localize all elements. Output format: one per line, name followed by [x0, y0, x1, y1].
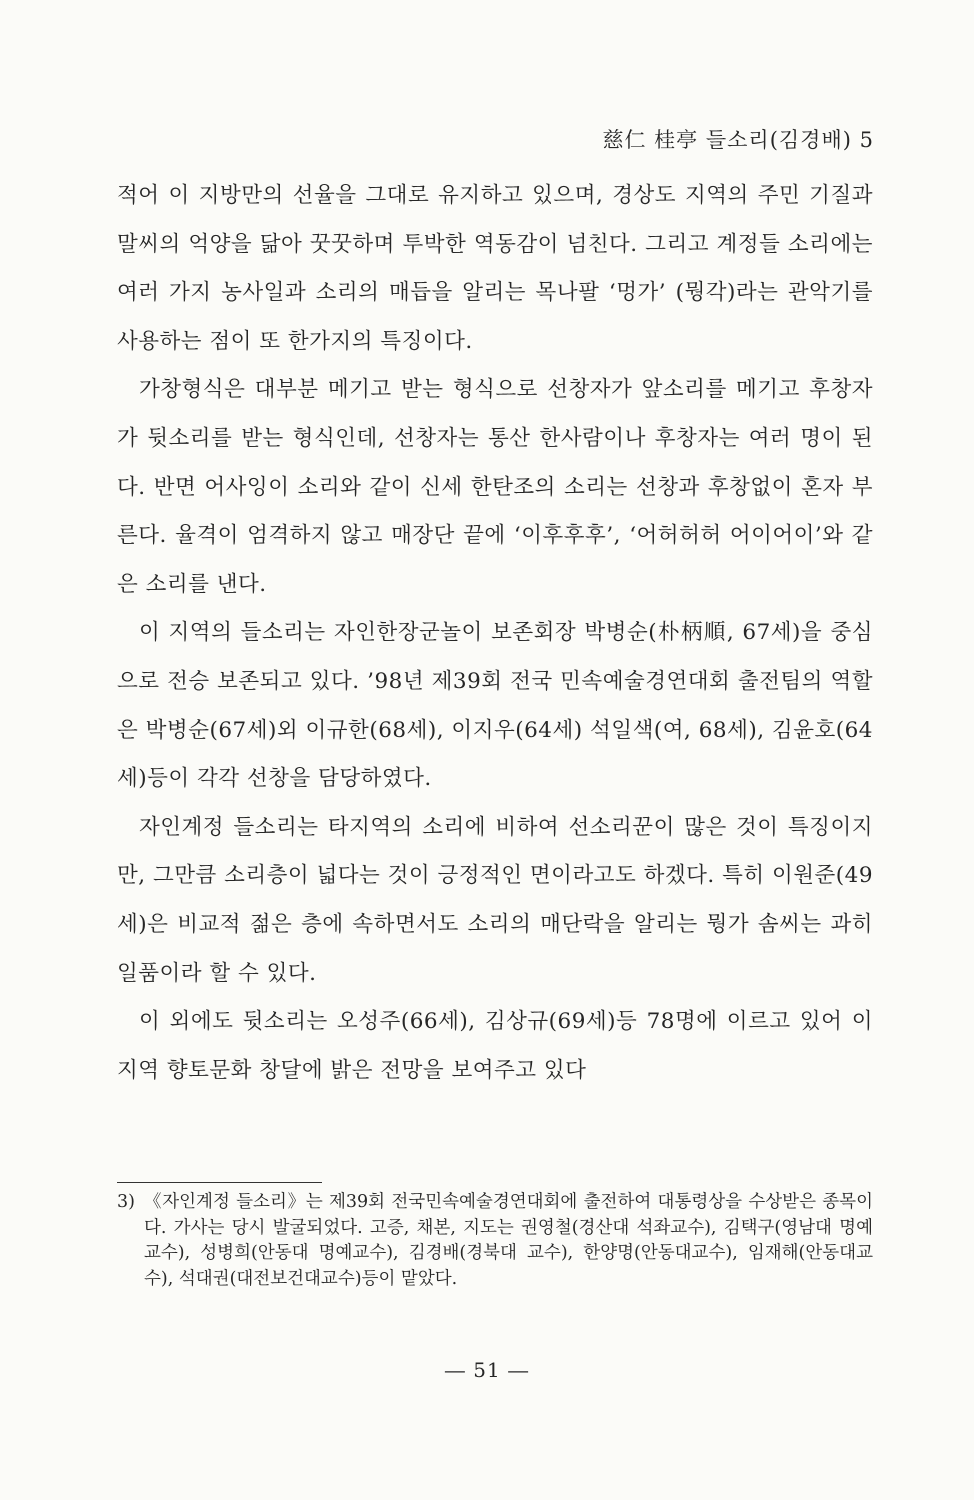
paragraph-4: 자인계정 들소리는 타지역의 소리에 비하여 선소리꾼이 많은 것이 특징이지만, 그만큼 소리층이 넓다는 것이 긍정적인 면이라고도 하겠다. 특히 이원준(49세)은 비교적 젊은 층에 속하면서도 소리의 매단락을 알리는 뭥가 솜씨는 과히 일품이라 할 수 있다.: [117, 814, 873, 986]
paragraph-5: 이 외에도 뒷소리는 오성주(66세), 김상규(69세)등 78명에 이르고 있어 이 지역 향토문화 창달에 밝은 전망을 보여주고 있다: [117, 1009, 873, 1083]
body-text: [117, 172, 873, 1095]
footnote: [117, 1190, 873, 1292]
footnote-text: 《자인계정 들소리》는 제39회 전국민속예술경연대회에 출전하여 대통령상을 수상받은 종목이다. 가사는 당시 발굴되었다. 고증, 채본, 지도는 권영철(경산대 석좌교수), 김택구(영남대 명예교수), 성병희(안동대 명예교수), 김경배(경북대 교수), 한양명(안동대교수), 임재해(안동대교수), 석대권(대전보건대교수)등이 맡았다.: [144, 1192, 873, 1289]
paragraph-1: 적어 이 지방만의 선율을 그대로 유지하고 있으며, 경상도 지역의 주민 기질과 말씨의 억양을 닮아 꿋꿋하며 투박한 역동감이 넘친다. 그리고 계정들 소리에는 여러 가지 농사일과 소리의 매듭을 알리는 목나팔 ‘멍가’ (뭥각)라는 관악기를 사용하는 점이 또 한가지의 특징이다.: [117, 183, 873, 354]
footnote-number: 3): [117, 1192, 135, 1212]
paragraph-2: 가창형식은 대부분 메기고 받는 형식으로 선창자가 앞소리를 메기고 후창자가 뒷소리를 받는 형식인데, 선창자는 통산 한사람이나 후창자는 여러 명이 된다. 반면 어사잉이 소리와 같이 신세 한탄조의 소리는 선창과 후창없이 혼자 부른다. 율격이 엄격하지 않고 매장단 끝에 ‘이후후후’, ‘어허허허 어이어이’와 같은 소리를 낸다.: [117, 377, 873, 597]
paragraph-3: 이 지역의 들소리는 자인한장군놀이 보존회장 박병순(朴柄順, 67세)을 중심으로 전승 보존되고 있다. ’98년 제39회 전국 민속예술경연대회 출전팀의 역할은 박병순(67세)외 이규한(68세), 이지우(64세) 석일색(여, 68세), 김윤호(64세)등이 각각 선창을 담당하였다.: [117, 620, 873, 792]
running-header: 慈仁 桂亭 들소리(김경배) 5: [602, 128, 874, 152]
footnote-divider: [117, 1182, 322, 1183]
page-number: ― 51 ―: [444, 1358, 530, 1382]
